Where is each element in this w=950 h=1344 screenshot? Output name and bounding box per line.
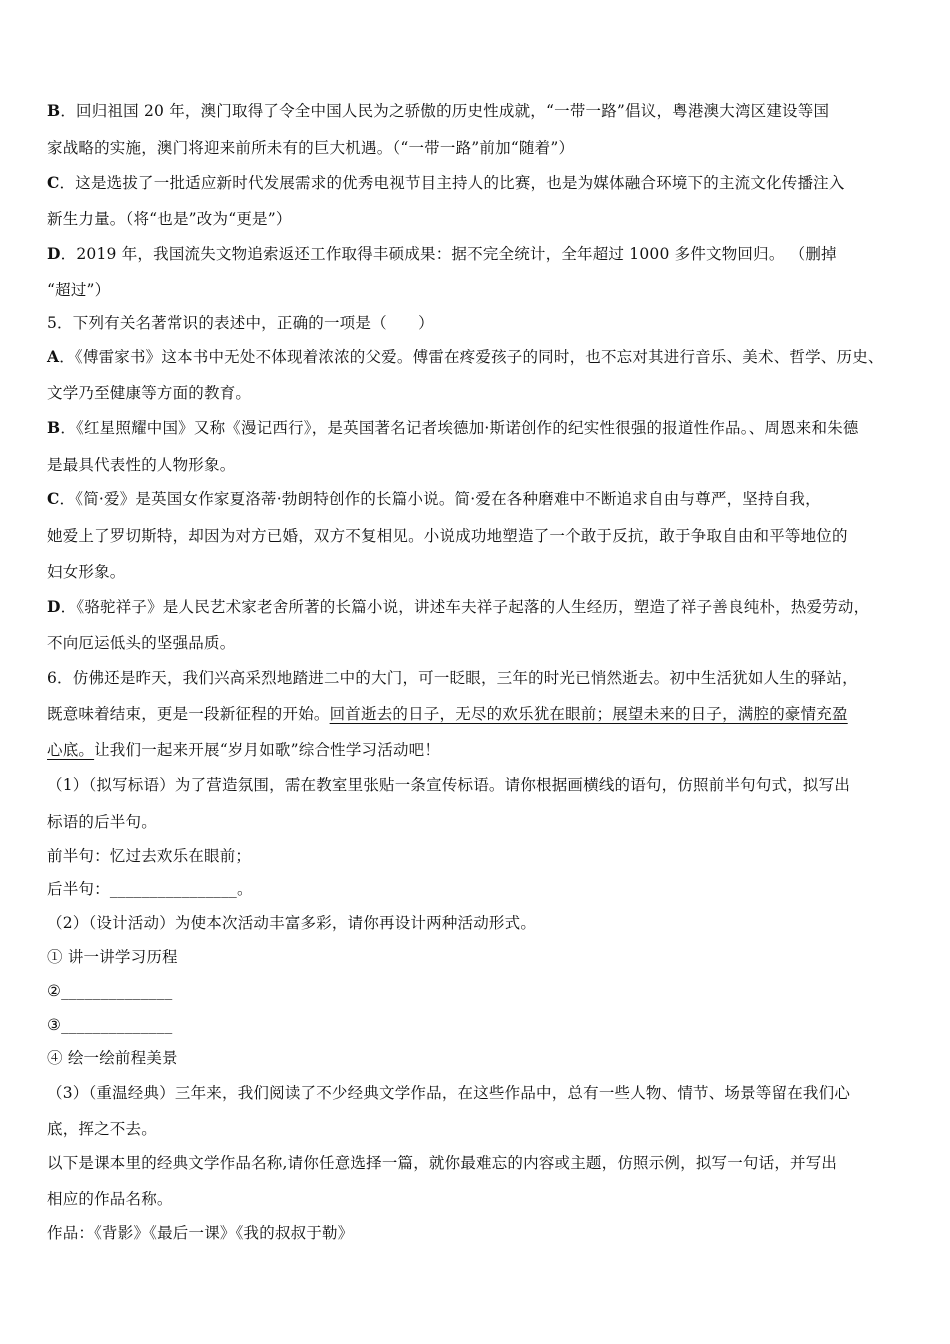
option-text: ．回归祖国 20 年，澳门取得了令全中国人民为之骄傲的历史性成就，“一带一路”倡议，粤港澳大湾区建设等国 — [60, 102, 830, 120]
answer-blank[interactable]: ________________ — [109, 880, 238, 898]
option-label: B — [47, 101, 61, 120]
activity-4: ④ 绘一绘前程美景 — [47, 1049, 178, 1067]
q4-option-b-line1 — [47, 101, 829, 121]
option-text: ．《简·爱》是英国女作家夏洛蒂·勃朗特创作的长篇小说。简·爱在各种磨难中不断追求自由与尊严，坚持自我， — [59, 490, 821, 508]
q6-part1-line1: （1）（拟写标语）为了营造氛围，需在教室里张贴一条宣传标语。请你根据画横线的语句，仿照前半句句式，拟写出 — [47, 776, 851, 794]
q4-option-c-line2: 新生力量。（将“也是”改为“更是”） — [47, 210, 292, 228]
q6-part3-line4: 相应的作品名称。 — [47, 1190, 173, 1208]
activity-3-blank[interactable]: ③______________ — [47, 1016, 173, 1034]
q4-option-b-line2: 家战略的实施，澳门将迎来前所未有的巨大机遇。（“一带一路”前加“随着”） — [47, 139, 575, 157]
underlined-sentence-end: 心底。 — [47, 741, 95, 759]
q6-part2: （2）（设计活动）为使本次活动丰富多彩，请你再设计两种活动形式。 — [47, 914, 537, 932]
option-label: C — [47, 489, 60, 508]
q5-option-b-line2: 是最具代表性的人物形象。 — [47, 456, 236, 474]
option-label: D — [47, 597, 61, 616]
option-text: ．这是选拔了一批适应新时代发展需求的优秀电视节目主持人的比赛，也是为媒体融合环境下的主流文化传播注入 — [59, 174, 845, 192]
q6-works: 作品：《背影》《最后一课》《我的叔叔于勒》 — [47, 1224, 354, 1242]
option-label: B — [47, 418, 61, 437]
intro-text: 既意味着结束，更是一段新征程的开始。 — [47, 705, 330, 723]
q5-option-d-line2: 不向厄运低头的坚强品质。 — [47, 634, 236, 652]
option-text: ．《骆驼祥子》是人民艺术家老舍所著的长篇小说，讲述车夫祥子起落的人生经历，塑造了祥子善良纯朴，热爱劳动， — [60, 598, 870, 616]
q5-option-c-line2: 她爱上了罗切斯特，却因为对方已婚，双方不复相见。小说成功地塑造了一个敢于反抗，敢于争取自由和平等地位的 — [47, 527, 848, 545]
q6-intro-line2 — [47, 704, 848, 724]
q4-option-d-line2: “超过”） — [47, 281, 111, 299]
q6-second-half — [47, 879, 253, 899]
option-text: ．2019 年，我国流失文物追索返还工作取得丰硕成果：据不完全统计，全年超过 1000 多件文物回归。 （删掉 — [60, 245, 837, 263]
q6-first-half: 前半句：忆过去欢乐在眼前； — [47, 847, 252, 865]
q4-option-d-line1 — [47, 244, 837, 264]
q5-option-b-line1 — [47, 418, 859, 438]
q4-option-c-line1 — [47, 173, 845, 193]
q5-option-a-line1 — [47, 347, 884, 367]
second-half-label: 后半句： — [47, 880, 110, 898]
q6-part3-line1: （3）（重温经典）三年来，我们阅读了不少经典文学作品，在这些作品中，总有一些人物、情节、场景等留在我们心 — [47, 1084, 851, 1102]
q5-option-d-line1 — [47, 597, 869, 617]
option-label: A — [47, 347, 60, 366]
option-label: D — [47, 244, 61, 263]
underlined-sentence: 回首逝去的日子，无尽的欢乐犹在眼前；展望未来的日子，满腔的豪情充盈 — [329, 705, 848, 723]
q6-part3-line3: 以下是课本里的经典文学作品名称,请你任意选择一篇，就你最难忘的内容或主题，仿照示例，拟写一句话，并写出 — [47, 1154, 838, 1172]
intro-text: 让我们一起来开展“岁月如歌”综合性学习活动吧！ — [94, 741, 441, 759]
q5-option-c-line1 — [47, 489, 821, 509]
q5-stem: 5．下列有关名著常识的表述中，正确的一项是（ ） — [47, 314, 434, 332]
option-text: ．《红星照耀中国》又称《漫记西行》，是英国著名记者埃德加·斯诺创作的纪实性很强的报道性作品。、周恩来和朱德 — [60, 419, 859, 437]
q6-intro-line1: 6．仿佛还是昨天，我们兴高采烈地踏进二中的大门，可一眨眼，三年的时光已悄然逝去。初中生活犹如人生的驿站， — [47, 669, 858, 687]
q6-part3-line2: 底，挥之不去。 — [47, 1120, 157, 1138]
q6-part1-line2: 标语的后半句。 — [47, 813, 157, 831]
q5-option-c-line3: 妇女形象。 — [47, 563, 126, 581]
activity-1: ① 讲一讲学习历程 — [47, 948, 178, 966]
activity-2-blank[interactable]: ②______________ — [47, 982, 173, 1000]
option-text: ．《傅雷家书》这本书中无处不体现着浓浓的父爱。傅雷在疼爱孩子的同时，也不忘对其进行音乐、美术、哲学、历史、 — [59, 348, 884, 366]
q5-option-a-line2: 文学乃至健康等方面的教育。 — [47, 384, 252, 402]
q6-intro-line3 — [47, 740, 440, 760]
option-label: C — [47, 173, 60, 192]
period: 。 — [237, 880, 253, 898]
